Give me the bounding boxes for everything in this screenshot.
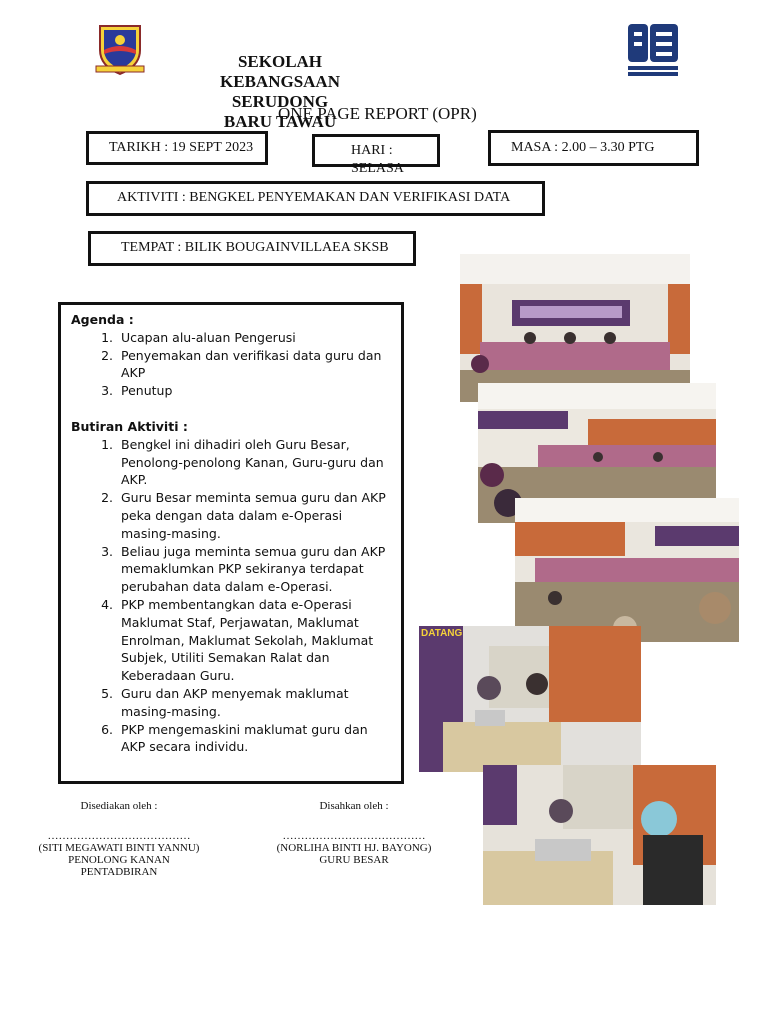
meeting-photo <box>483 765 716 905</box>
meeting-photo <box>419 626 641 772</box>
masa-box <box>488 130 699 166</box>
butiran-title: Butiran Aktiviti : <box>71 418 188 434</box>
list-item: 6. PKP mengemaskini maklumat guru dan AKP secara individu. <box>117 721 391 757</box>
school-name-line: SEKOLAH <box>237 52 323 71</box>
agenda-box <box>58 302 404 784</box>
tempat-text: TEMPAT : BILIK BOUGAINVILLAEA SKSB <box>121 240 389 255</box>
tarikh-box <box>86 131 268 165</box>
report-title: ONE PAGE REPORT (OPR) <box>278 104 477 123</box>
hari-text: HARI : SELASA <box>351 143 404 176</box>
approved-name: (NORLIHA BINTI HJ. BAYONG) <box>276 842 432 854</box>
list-item: 2. Guru Besar meminta semua guru dan AKP peka dengan data dalam e-Operasi masing-masing. <box>117 489 391 542</box>
approved-signature-line: ………………………………… <box>282 830 426 842</box>
list-item: 1. Bengkel ini dihadiri oleh Guru Besar, Penolong-penolong Kanan, Guru-guru dan AKP. <box>117 436 391 489</box>
approved-role: GURU BESAR <box>319 854 389 866</box>
tarikh-text: TARIKH : 19 SEPT 2023 <box>109 140 254 155</box>
school-name-line: SERUDONG <box>231 92 329 111</box>
prepared-by-block <box>26 800 212 878</box>
aktiviti-text: AKTIVITI : BENGKEL PENYEMAKAN DAN VERIFIKASI DATA <box>117 190 511 205</box>
meeting-photo <box>460 254 690 402</box>
masa-text: MASA : 2.00 – 3.30 PTG <box>511 140 655 155</box>
approved-by-block <box>262 800 446 866</box>
list-item: 5. Guru dan AKP menyemak maklumat masing-masing. <box>117 685 391 721</box>
approved-label: Disahkan oleh : <box>319 800 389 812</box>
school-name-line: BARU TAWAU <box>223 112 337 131</box>
list-item: 3. Penutup <box>117 382 391 400</box>
meeting-photo <box>515 498 739 642</box>
agenda-list <box>71 329 391 400</box>
butiran-list <box>71 436 391 756</box>
prepared-label: Disediakan oleh : <box>80 800 158 812</box>
list-item: 1. Ucapan alu-aluan Pengerusi <box>117 329 391 347</box>
school-logo <box>92 20 148 76</box>
aktiviti-box <box>86 181 545 216</box>
list-item: 4. PKP membentangkan data e-Operasi Maklumat Staf, Perjawatan, Maklumat Enrolman, Maklumat Sekolah, Maklumat Subjek, Utiliti Semakan Ralat dan Keberadaan Guru. <box>117 596 391 685</box>
hari-box <box>312 134 440 176</box>
prepared-signature-line: ………………………………… <box>47 830 191 842</box>
list-item: 2. Penyemakan dan verifikasi data guru dan AKP <box>117 347 391 383</box>
prepared-name: (SITI MEGAWATI BINTI YANNU) <box>38 842 200 854</box>
prepared-role: PENOLONG KANAN <box>68 854 170 866</box>
list-item: 3. Beliau juga meminta semua guru dan AKP memaklumkan PKP sekiranya terdapat perubahan data dalam e-Operasi. <box>117 543 391 596</box>
tempat-box <box>88 231 416 266</box>
school-name-line: KEBANGSAAN <box>220 72 340 91</box>
district-logo <box>626 22 680 78</box>
prepared-role: PENTADBIRAN <box>80 866 158 878</box>
banner-text: DATANG <box>421 628 463 639</box>
agenda-title: Agenda : <box>71 312 134 327</box>
